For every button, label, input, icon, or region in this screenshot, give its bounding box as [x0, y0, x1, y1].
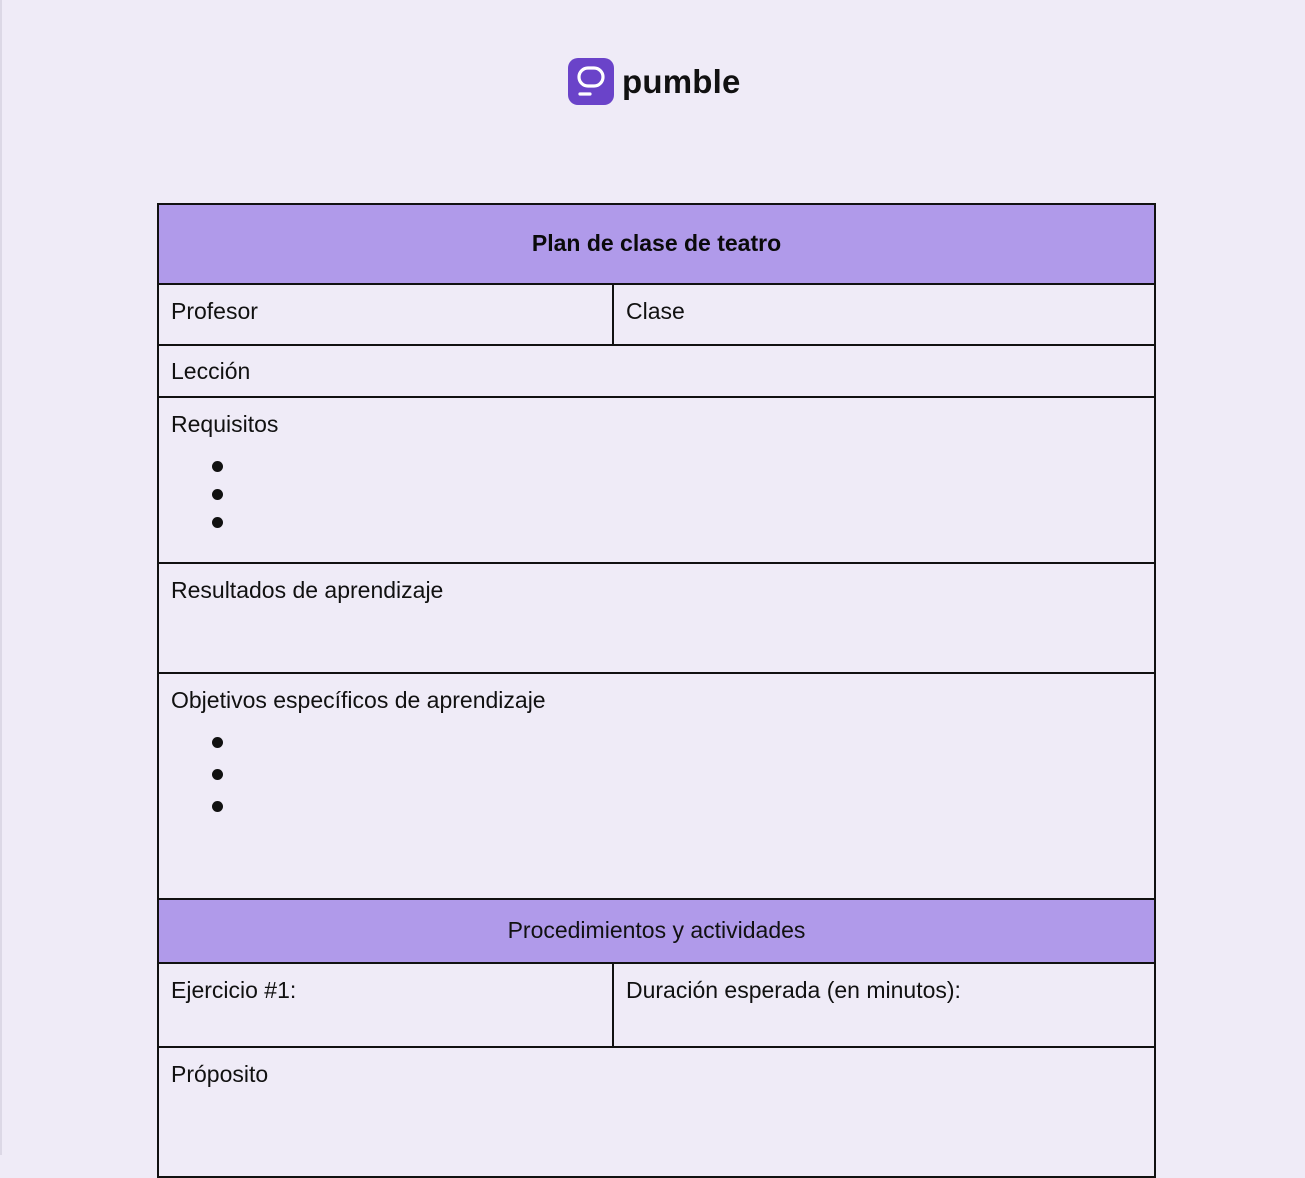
purpose-cell[interactable] [158, 1047, 1155, 1177]
document-title: Plan de clase de teatro [158, 204, 1155, 284]
learning-outcomes-label: Resultados de aprendizaje [171, 577, 444, 603]
list-item[interactable] [212, 763, 1142, 795]
exercise-cell[interactable] [158, 963, 613, 1047]
specific-objectives-cell[interactable] [158, 673, 1155, 899]
requirements-list [171, 455, 1142, 539]
learning-outcomes-cell[interactable] [158, 563, 1155, 673]
list-item[interactable] [212, 511, 1142, 539]
requirements-cell[interactable] [158, 397, 1155, 563]
lesson-plan-table [157, 203, 1156, 1178]
class-label: Clase [626, 298, 685, 324]
list-item[interactable] [212, 795, 1142, 827]
purpose-label: Próposito [171, 1061, 269, 1087]
requirements-label: Requisitos [171, 411, 279, 437]
specific-objectives-label: Objetivos específicos de aprendizaje [171, 687, 546, 713]
exercise-label: Ejercicio #1: [171, 977, 297, 1003]
procedures-heading: Procedimientos y actividades [158, 899, 1155, 963]
list-item[interactable] [212, 483, 1142, 511]
objectives-list [171, 731, 1142, 827]
list-item[interactable] [212, 455, 1142, 483]
pumble-logo [568, 57, 741, 105]
list-item[interactable] [212, 731, 1142, 763]
pumble-logo-icon [568, 58, 614, 105]
teacher-label: Profesor [171, 298, 258, 324]
duration-cell[interactable] [613, 963, 1155, 1047]
class-cell[interactable] [613, 284, 1155, 345]
lesson-cell[interactable] [158, 345, 1155, 397]
lesson-label: Lección [171, 358, 251, 384]
duration-label: Duración esperada (en minutos): [626, 977, 961, 1003]
brand-name: pumble [622, 62, 741, 100]
teacher-cell[interactable] [158, 284, 613, 345]
page-left-border [0, 0, 2, 1155]
